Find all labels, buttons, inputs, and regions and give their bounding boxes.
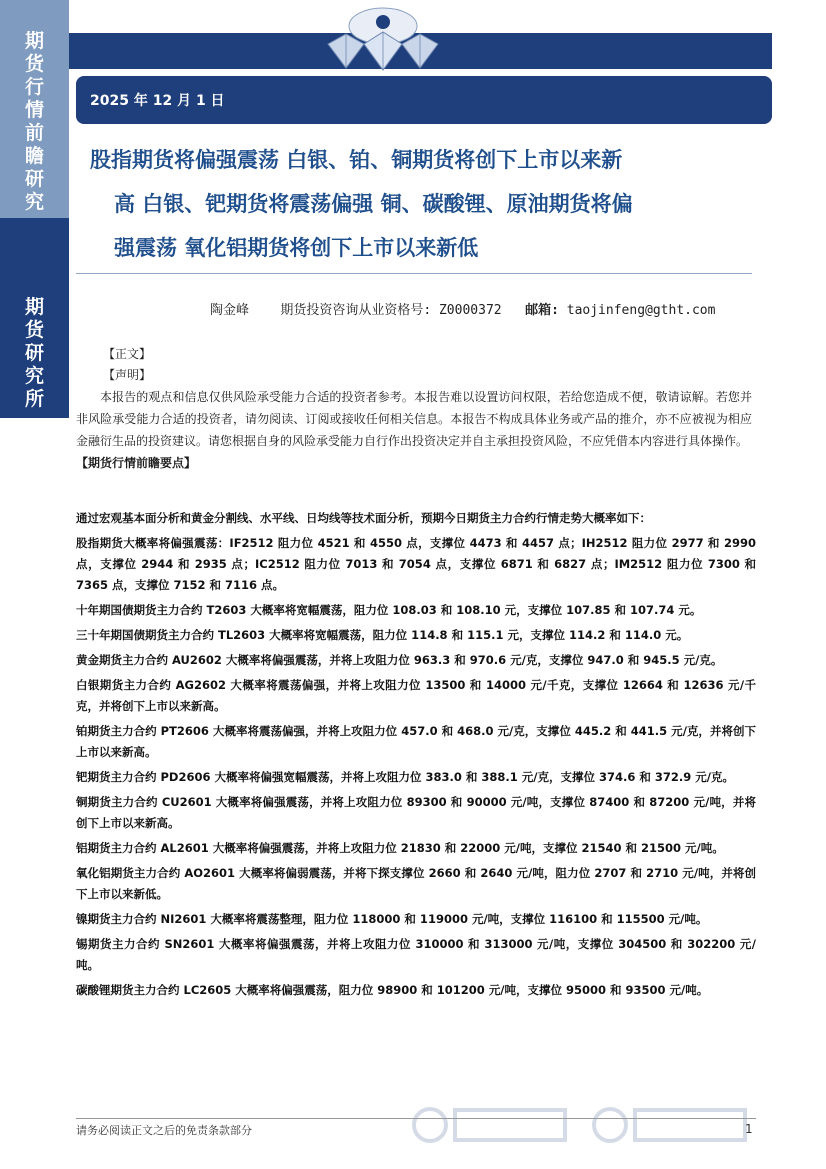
title-line: 高 白银、钯期货将震荡偏强 铜、碳酸锂、原油期货将偏 bbox=[114, 191, 633, 216]
sidebar-char: 所 bbox=[24, 388, 44, 410]
sidebar bbox=[0, 0, 69, 1169]
forecast-item: 碳酸锂期货主力合约 LC2605 大概率将偏强震荡，阻力位 98900 和 101200 元/吨，支撑位 95000 和 93500 元/吨。 bbox=[76, 983, 709, 997]
footer-note: 请务必阅读正文之后的免责条款部分 bbox=[76, 1124, 252, 1137]
sidebar-char: 期 bbox=[24, 296, 44, 318]
sidebar-char: 货 bbox=[24, 53, 44, 75]
sidebar-bottom-label bbox=[0, 296, 69, 411]
title-line: 强震荡 氧化铝期货将创下上市以来新低 bbox=[114, 235, 479, 260]
report-date: 2025 年 12 月 1 日 bbox=[90, 93, 225, 109]
forecast-item: 氧化铝期货主力合约 AO2601 大概率将偏弱震荡，并将下探支撑位 2660 和 2640 元/吨，阻力位 2707 和 2710 元/吨，并将创下上市以来新低。 bbox=[76, 866, 756, 901]
report-body bbox=[76, 344, 756, 474]
sidebar-char: 究 bbox=[24, 365, 44, 387]
title-line: 股指期货将偏强震荡 白银、铂、铜期货将创下上市以来新 bbox=[90, 147, 623, 172]
forecast-intro: 通过宏观基本面分析和黄金分割线、水平线、日均线等技术面分析，预期今日期货主力合约行情走势大概率如下： bbox=[76, 511, 651, 525]
email-label: 邮箱: bbox=[525, 303, 559, 318]
sidebar-char: 期 bbox=[24, 30, 44, 52]
author-qualification: 期货投资咨询从业资格号: Z0000372 bbox=[280, 303, 502, 318]
forecast-item: 铜期货主力合约 CU2601 大概率将偏强震荡，并将上攻阻力位 89300 和 90000 元/吨，支撑位 87400 和 87200 元/吨，并将创下上市以来新高。 bbox=[76, 795, 756, 830]
title-divider bbox=[76, 273, 752, 274]
forecast-item: 三十年期国债期货主力合约 TL2603 大概率将宽幅震荡，阻力位 114.8 和 115.1 元，支撑位 114.2 和 114.0 元。 bbox=[76, 628, 689, 642]
sidebar-char: 究 bbox=[24, 191, 44, 213]
sidebar-char: 情 bbox=[24, 99, 44, 121]
forecast-item: 白银期货主力合约 AG2602 大概率将震荡偏强，并将上攻阻力位 13500 和 14000 元/千克，支撑位 12664 和 12636 元/千克，并将创下上市以来新高。 bbox=[76, 678, 756, 713]
forecast-item: 十年期国债期货主力合约 T2603 大概率将宽幅震荡，阻力位 108.03 和 108.10 元，支撑位 107.85 和 107.74 元。 bbox=[76, 603, 702, 617]
forecast-item: 黄金期货主力合约 AU2602 大概率将偏强震荡，并将上攻阻力位 963.3 和 970.6 元/克，支撑位 947.0 和 945.5 元/克。 bbox=[76, 653, 723, 667]
sidebar-char: 货 bbox=[24, 319, 44, 341]
sidebar-char: 瞻 bbox=[24, 145, 44, 167]
page-number: 1 bbox=[745, 1122, 753, 1136]
forecast-item: 铂期货主力合约 PT2606 大概率将震荡偏强，并将上攻阻力位 457.0 和 468.0 元/克，支撑位 445.2 和 441.5 元/克，并将创下上市以来新高。 bbox=[76, 724, 756, 759]
date-bar bbox=[76, 76, 772, 124]
sidebar-char: 行 bbox=[24, 76, 44, 98]
forecast-item: 钯期货主力合约 PD2606 大概率将偏强宽幅震荡，并将上攻阻力位 383.0 和 388.1 元/克，支撑位 374.6 和 372.9 元/克。 bbox=[76, 770, 734, 784]
author-name: 陶金峰 bbox=[210, 303, 250, 318]
section-tag-statement: 【声明】 bbox=[103, 368, 152, 382]
forecast-item: 锡期货主力合约 SN2601 大概率将偏强震荡，并将上攻阻力位 310000 和 313000 元/吨，支撑位 304500 和 302200 元/吨。 bbox=[76, 937, 756, 972]
sidebar-top-label bbox=[0, 30, 69, 214]
points-title: 【期货行情前瞻要点】 bbox=[76, 456, 197, 470]
forecast-item: 铝期货主力合约 AL2601 大概率将偏强震荡，并将上攻阻力位 21830 和 22000 元/吨，支撑位 21540 和 21500 元/吨。 bbox=[76, 841, 724, 855]
report-title bbox=[90, 138, 750, 270]
disclaimer-text: 本报告的观点和信息仅供风险承受能力合适的投资者参考。本报告难以设置访问权限，若给您造成不便，敬请谅解。若您并非风险承受能力合适的投资者，请勿阅读、订阅或接收任何相关信息。本报告不构成具体业务或产品的推介，亦不应被视为相应金融衍生品的投资建议。请您根据自身的风险承受能力自行作出投资决定并自主承担投资风险，不应凭借本内容进行具体操作。 bbox=[76, 390, 752, 448]
author-email: taojinfeng@gtht.com bbox=[566, 303, 716, 318]
watermark-logo-icon bbox=[400, 1085, 760, 1165]
forecast-list bbox=[76, 508, 756, 1005]
section-tag-main: 【正文】 bbox=[103, 347, 152, 361]
sidebar-char: 研 bbox=[24, 168, 44, 190]
author-line bbox=[210, 299, 715, 318]
diamond-logo-icon bbox=[318, 4, 448, 72]
forecast-item: 镍期货主力合约 NI2601 大概率将震荡整理，阻力位 118000 和 119000 元/吨，支撑位 116100 和 115500 元/吨。 bbox=[76, 912, 708, 926]
footer-divider bbox=[76, 1118, 756, 1119]
forecast-item: 股指期货大概率将偏强震荡：IF2512 阻力位 4521 和 4550 点，支撑位 4473 和 4457 点；IH2512 阻力位 2977 和 2990 点，支撑位 2944 和 2935 点；IC2512 阻力位 7013 和 7054 点，支撑位 6871 和 6827 点；IM2512 阻力位 7300 和 7365 点，支撑位 7152 和 7116 点。 bbox=[76, 536, 756, 592]
sidebar-char: 前 bbox=[24, 122, 44, 144]
sidebar-char: 研 bbox=[24, 342, 44, 364]
